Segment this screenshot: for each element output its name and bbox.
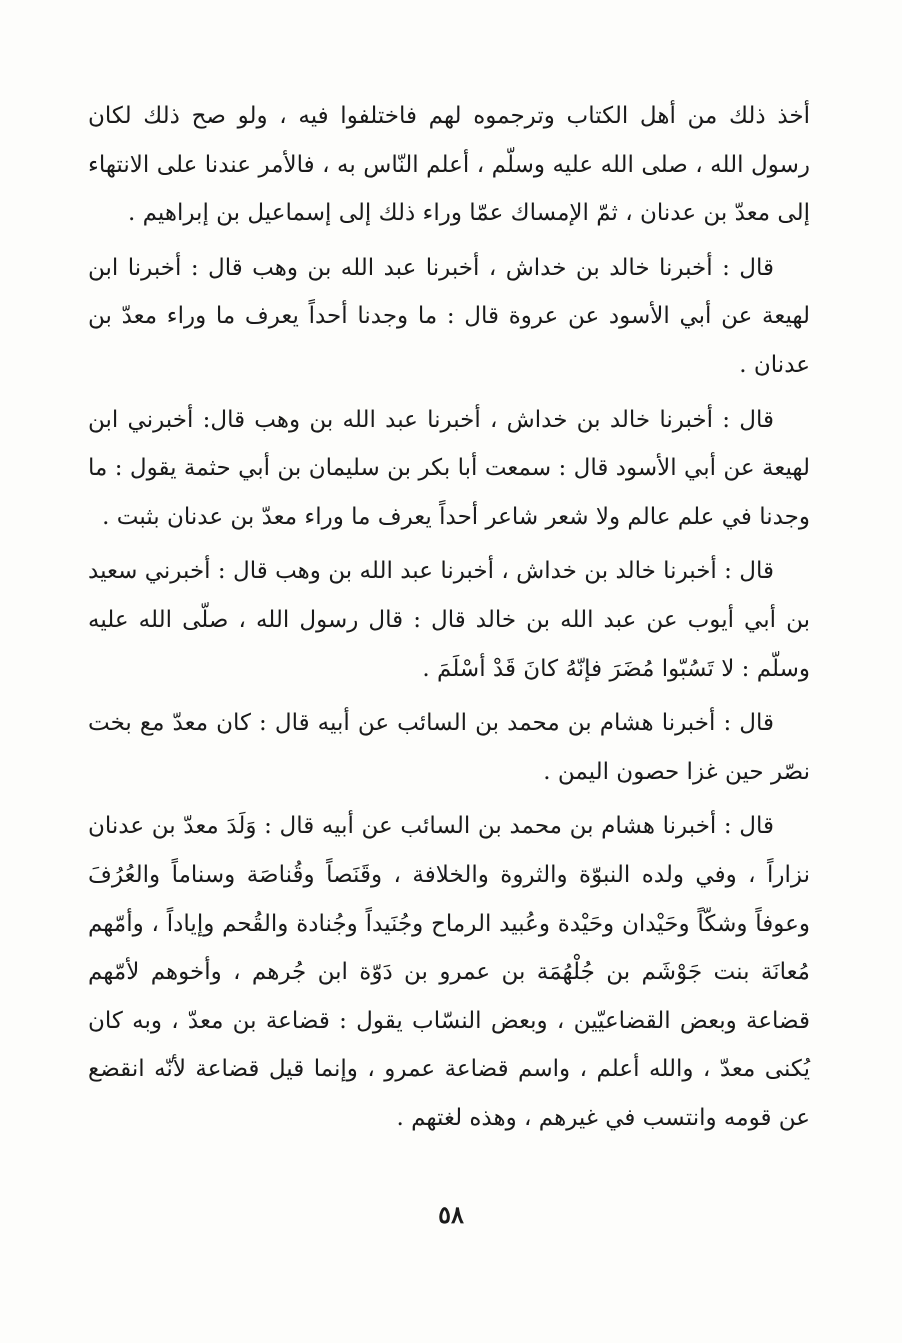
main-text	[88, 92, 810, 1148]
paragraph-2: قال : أخبرنا خالد بن خداش ، أخبرنا عبد الله بن وهب قال : أخبرنا ابن لهيعة عن أبي الأسود عن عروة قال : ما وجدنا أحداً يعرف ما وراء معدّ بن عدنان .	[88, 254, 810, 378]
paragraph-4: قال : أخبرنا خالد بن خداش ، أخبرنا عبد الله بن وهب قال : أخبرني سعيد بن أبي أيوب عن عبد الله بن خالد قال : قال رسول الله ، صلّى الله عليه وسلّم : لا تَسُبّوا مُضَرَ فإنّهُ كانَ قَدْ أسْلَمَ .	[88, 558, 810, 682]
paragraph-6: قال : أخبرنا هشام بن محمد بن السائب عن أبيه قال : وَلَدَ معدّ بن عدنان نزاراً ، وفي ولده النبوّة والثروة والخلافة ، وقَنَصاً وقُناصَة وسناماً والعُرُفَ وعوفاً وشكّاً وحَيْدان وحَيْدة وعُبيد الرماح وجُنَيداً وجُنادة والقُحم وإياداً ، وأمّهم مُعانَة بنت جَوْشَم بن جُلْهُمَة بن عمرو بن دَوّة ابن جُرهم ، وأخوهم لأمّهم قضاعة وبعض القضاعيّين ، وبعض النسّاب يقول : قضاعة بن معدّ ، وبه كان يُكنى معدّ ، والله أعلم ، واسم قضاعة عمرو ، وإنما قيل قضاعة لأنّه انقضع عن قومه وانتسب في غيرهم ، وهذه لغتهم .	[88, 813, 810, 1131]
paragraph-5: قال : أخبرنا هشام بن محمد بن السائب عن أبيه قال : كان معدّ مع بخت نصّر حين غزا حصون اليمن .	[88, 710, 810, 785]
paragraph-3: قال : أخبرنا خالد بن خداش ، أخبرنا عبد الله بن وهب قال: أخبرني ابن لهيعة عن أبي الأسود قال : سمعت أبا بكر بن سليمان بن أبي حثمة يقول : ما وجدنا في علم عالم ولا شعر شاعر أحداً يعرف ما وراء معدّ بن عدنان بثبت .	[88, 406, 810, 530]
paragraph-1: أخذ ذلك من أهل الكتاب وترجموه لهم فاختلفوا فيه ، ولو صح ذلك لكان رسول الله ، صلى الله عليه وسلّم ، أعلم النّاس به ، فالأمر عندنا على الانتهاء إلى معدّ بن عدنان ، ثمّ الإمساك عمّا وراء ذلك إلى إسماعيل بن إبراهيم .	[88, 103, 810, 227]
page-number: ٥٨	[438, 1200, 464, 1229]
